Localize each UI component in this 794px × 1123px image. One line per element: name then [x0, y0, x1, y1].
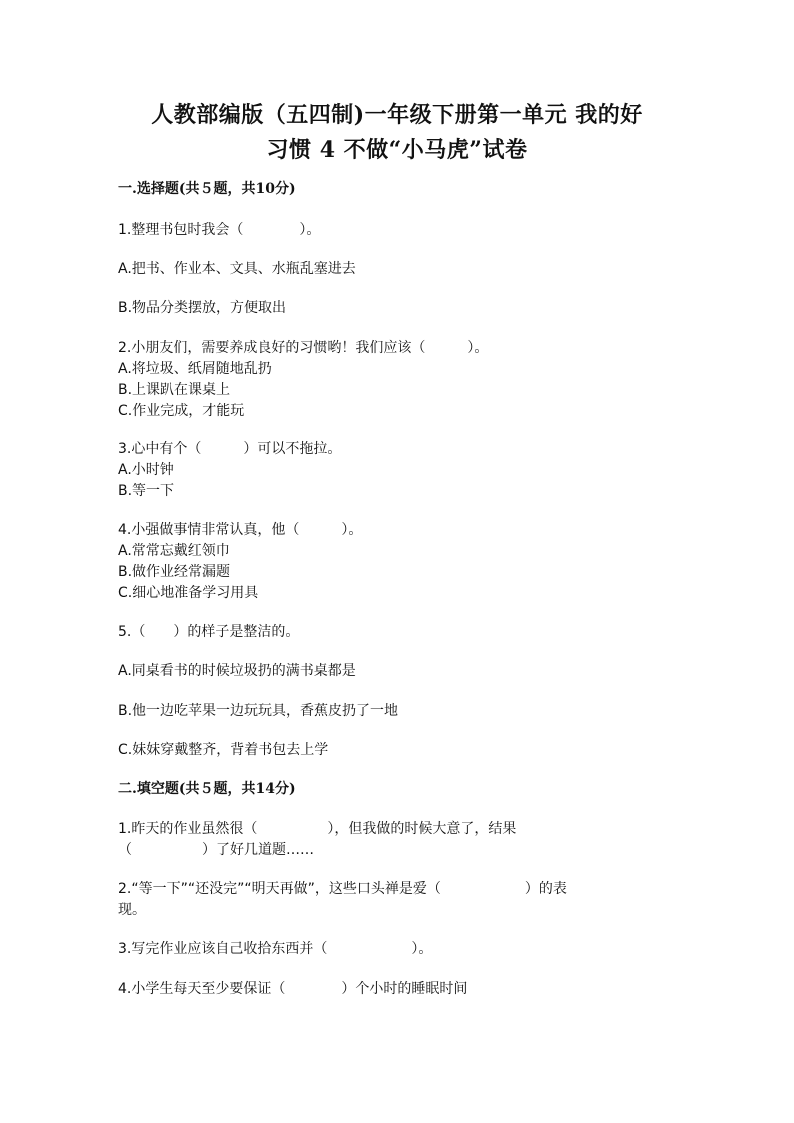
fill-question-3: 3.写完作业应该自己收拾东西并（ ）。 — [118, 941, 433, 957]
question-4-option-b: B.做作业经常漏题 — [118, 564, 231, 580]
question-3-option-b: B.等一下 — [118, 483, 175, 499]
question-1-stem: 1.整理书包时我会（ ）。 — [118, 222, 321, 238]
fill-question-4: 4.小学生每天至少要保证（ ）个小时的睡眠时间 — [118, 981, 468, 997]
question-1-option-a: A.把书、作业本、文具、水瓶乱塞进去 — [118, 261, 356, 277]
section-heading-choice: 一.选择题(共５题，共10分) — [118, 181, 296, 197]
question-2-option-c: C.作业完成，才能玩 — [118, 403, 245, 419]
exam-title-line-1: 人教部编版（五四制)一年级下册第一单元 我的好 — [151, 102, 643, 128]
question-2-option-a: A.将垃圾、纸屑随地乱扔 — [118, 361, 272, 377]
question-4-stem: 4.小强做事情非常认真，他（ ）。 — [118, 522, 363, 538]
fill-question-2-line-2: 现。 — [118, 902, 146, 918]
question-2-option-b: B.上课趴在课桌上 — [118, 382, 231, 398]
question-5-option-c: C.妹妹穿戴整齐，背着书包去上学 — [118, 742, 329, 758]
question-2-stem: 2.小朋友们，需要养成良好的习惯哟！我们应该（ ）。 — [118, 340, 489, 356]
section-heading-fill-blank: 二.填空题(共５题，共14分) — [118, 781, 296, 797]
question-4-option-c: C.细心地准备学习用具 — [118, 585, 259, 601]
question-4-option-a: A.常常忘戴红领巾 — [118, 543, 230, 559]
question-3-option-a: A.小时钟 — [118, 462, 174, 478]
question-1-option-b: B.物品分类摆放，方便取出 — [118, 300, 287, 316]
exam-title-line-2: 习惯 4 不做“小马虎”试卷 — [266, 137, 528, 163]
question-5-option-b: B.他一边吃苹果一边玩玩具，香蕉皮扔了一地 — [118, 703, 399, 719]
fill-question-2-line-1: 2.“等一下”“还没完”“明天再做”，这些口头禅是爱（ ）的表 — [118, 881, 567, 897]
question-3-stem: 3.心中有个（ ）可以不拖拉。 — [118, 441, 342, 457]
question-5-option-a: A.同桌看书的时候垃圾扔的满书桌都是 — [118, 663, 356, 679]
fill-question-1-line-2: （ ）了好几道题…… — [118, 842, 314, 858]
question-5-stem: 5.（ ）的样子是整洁的。 — [118, 624, 300, 640]
fill-question-1-line-1: 1.昨天的作业虽然很（ ），但我做的时候大意了，结果 — [118, 821, 517, 837]
